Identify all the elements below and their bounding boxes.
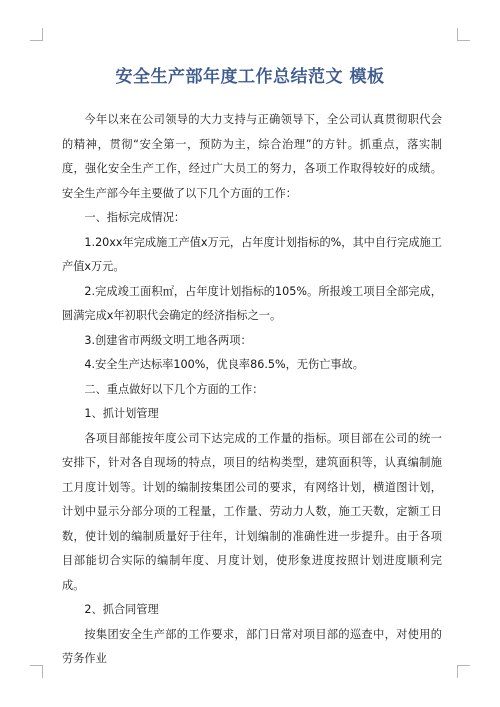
paragraph-plan-management: 各项目部能按年度公司下达完成的工作量的指标。项目部在公司的统一安排下，针对各自现场的特点，项目的结构类型，建筑面积等，认真编制施工月度计划等。计划的编制按集团公司的要求，有网络计划，横道图计划，计划中显示分部分项的工程量，工作量、劳动力人数，施工天数，定额工日数，使计划的编制质量好于往年，计划编制的准确性进一步提升。由于各项目部能切合实际的编制年度、月度计划，使形象进度按照计划进度顺利完成。 — [62, 431, 442, 592]
subheading-plan-management: 1、抓计划管理 — [84, 407, 159, 420]
crop-mark-bottom-right — [457, 665, 470, 678]
document-body — [62, 108, 442, 672]
paragraph-intro: 今年以来在公司领导的大力支持与正确领导下，全公司认真贯彻职代会的精神，贯彻“安全第一，预防为主，综合治理”的方针。抓重点，落实制度，强化安全生产工作，经过广大员工的努力，各项工作取得较好的成绩。安全生产部今年主要做了以下几个方面的工作： — [62, 113, 442, 200]
paragraph-item-3: 3.创建省市两级文明工地各两项： — [84, 333, 252, 347]
crop-mark-top-left — [30, 28, 43, 41]
document-title: 安全生产部年度工作总结范文 模板 — [115, 67, 385, 87]
paragraph-item-2: 2.完成竣工面积㎡，占年度计划指标的105%。所报竣工项目全部完成，圆满完成x年初职代会确定的经济指标之一。 — [62, 284, 442, 322]
paragraph-item-4: 4.安全生产达标率100%，优良率86.5%，无伤亡事故。 — [84, 358, 364, 371]
paragraph-item-1: 1.20xx年完成施工产值x万元，占年度计划指标的%，其中自行完成施工产值x万元。 — [62, 235, 442, 273]
crop-mark-bottom-left — [30, 665, 43, 678]
paragraph-contract-management: 按集团安全生产部的工作要求，部门日常对项目部的巡查中，对使用的劳务作业 — [62, 627, 442, 665]
heading-key-work: 二、重点做好以下几个方面的工作： — [84, 382, 264, 396]
heading-indicators: 一、指标完成情况： — [84, 211, 186, 224]
crop-mark-top-right — [457, 28, 470, 41]
subheading-contract-management: 2、抓合同管理 — [84, 603, 159, 616]
